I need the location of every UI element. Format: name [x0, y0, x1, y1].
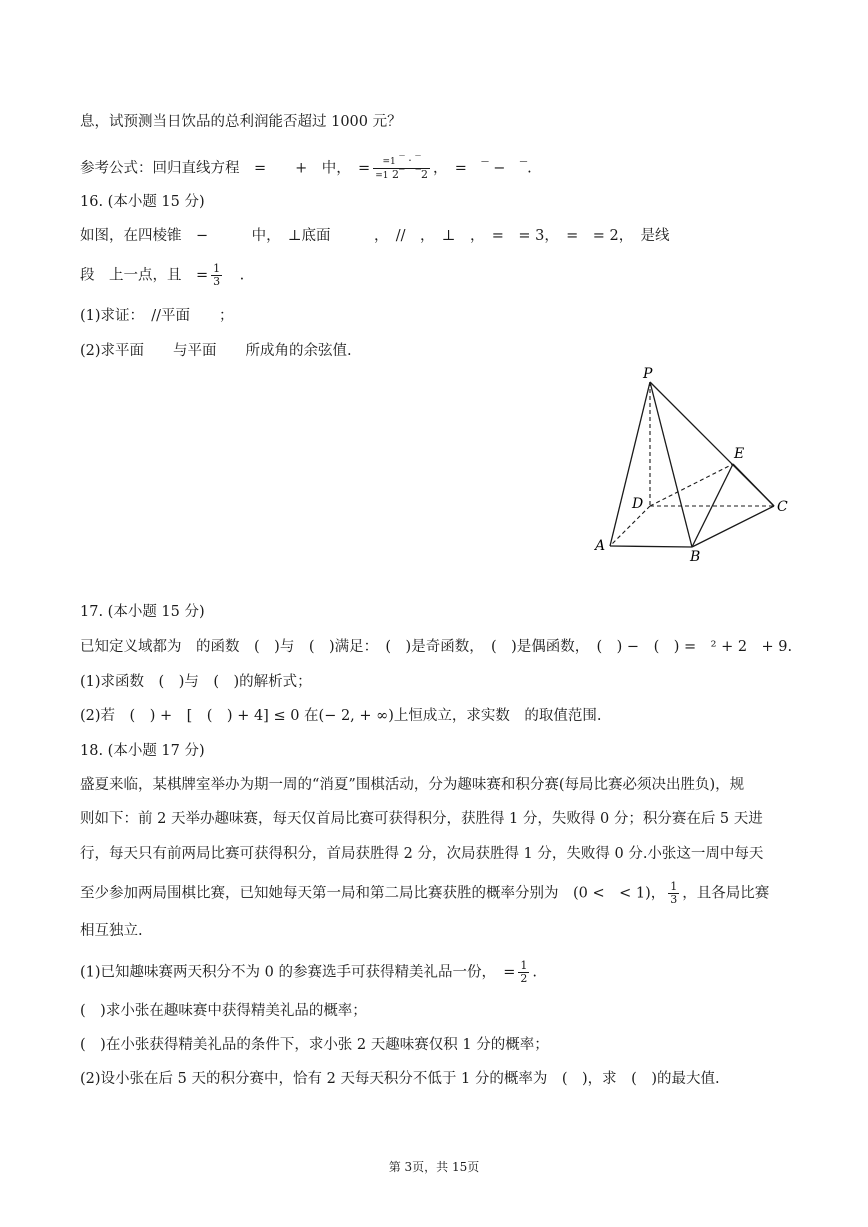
edge-DA	[610, 506, 650, 546]
frac-num-right: ‾ · ‾	[399, 154, 421, 167]
frac-den-left: =1	[375, 171, 389, 181]
text-seg: 至少参加两局围棋比赛，已知她每天第一局和第二局比赛获胜的概率分别为 (0 < < 1)，	[80, 885, 666, 902]
fraction: $\frac{1}{2}$	[520, 959, 528, 985]
fraction: $\frac{1}{3}$	[670, 880, 678, 906]
text-line: 盛夏来临，某棋牌室举办为期一周的“消夏”围棋活动，分为趣味赛和积分赛(每局比赛必须决出胜负)，规	[80, 777, 745, 793]
text-line: 则如下：前 2 天举办趣味赛，每天仅首局比赛可获得积分，获胜得 1 分，失败得 0 分；积分赛在后 5 天进	[80, 811, 763, 827]
edge-BC	[692, 506, 774, 547]
label-D: D	[632, 496, 644, 512]
regression-fraction	[373, 155, 430, 182]
text-line: 相互独立.	[80, 923, 143, 939]
text-seg: 段 上一点，且 =	[80, 267, 209, 284]
page-footer: 第 3页，共 15页	[388, 1160, 480, 1174]
text-line	[80, 263, 244, 288]
formula-line	[80, 155, 532, 182]
edge-PB	[650, 382, 692, 547]
text-line	[80, 960, 537, 985]
question-heading: 17. (本小题 15 分)	[80, 604, 205, 620]
text-line: (2)求平面 与平面 所成角的余弦值.	[80, 343, 352, 359]
edge-DE	[650, 464, 733, 506]
edge-BE	[692, 464, 733, 547]
label-B: B	[690, 549, 701, 565]
text-seg: .	[532, 964, 537, 981]
label-E: E	[734, 446, 745, 462]
label-A: A	[595, 538, 606, 554]
text-line: ( )求小张在趣味赛中获得精美礼品的概率；	[80, 1003, 367, 1019]
text-line: 息，试预测当日饮品的总利润能否超过 1000 元？	[80, 114, 402, 130]
question-heading: 18. (本小题 17 分)	[80, 743, 205, 759]
label-C: C	[777, 499, 788, 515]
text-line: (1)求函数 ( )与 ( )的解析式；	[80, 674, 312, 690]
text-seg: ，且各局比赛	[682, 885, 770, 902]
text-line: 行，每天只有前两局比赛可获得积分，首局获胜得 2 分，次局获胜得 1 分，失败得 0 分.小张这一周中每天	[80, 846, 764, 862]
label-P: P	[643, 366, 653, 382]
text-line: ( )在小张获得精美礼品的条件下，求小张 2 天趣味赛仅积 1 分的概率；	[80, 1037, 549, 1053]
text-line: (2)若 ( ) + [ ( ) + 4] ≤ 0 在(− 2, + ∞)上恒成立，求实数 的取值范围.	[80, 708, 602, 724]
text-line: 如图，在四棱锥 − 中， ⊥底面 ， // ， ⊥ ， = = 3， = = 2， 是线	[80, 228, 670, 244]
frac-num-left: =1	[382, 157, 396, 167]
edge-PA	[610, 382, 650, 546]
pyramid-figure	[590, 360, 800, 565]
question-heading: 16. (本小题 15 分)	[80, 194, 205, 210]
formula-text-2: ， = ‾ − ‾.	[432, 160, 532, 177]
edge-EC	[733, 464, 774, 506]
frac-den-right: 2‾ ‾2	[391, 168, 428, 181]
edge-AB	[610, 546, 692, 547]
fraction: $\frac{1}{3}$	[213, 262, 221, 288]
text-line: (1)求证： //平面 ；	[80, 308, 234, 324]
text-line: 已知定义域都为 的函数 ( )与 ( )满足： ( )是奇函数， ( )是偶函数， ( ) − ( ) = ² + 2 + 9.	[80, 639, 793, 655]
formula-text: 参考公式：回归直线方程 = + 中， =	[80, 160, 371, 177]
text-seg: .	[225, 267, 245, 284]
text-line: (2)设小张在后 5 天的积分赛中，恰有 2 天每天积分不低于 1 分的概率为 ( )，求 ( )的最大值.	[80, 1071, 720, 1087]
text-seg: (1)已知趣味赛两天积分不为 0 的参赛选手可获得精美礼品一份， =	[80, 964, 516, 981]
text-line	[80, 881, 769, 906]
